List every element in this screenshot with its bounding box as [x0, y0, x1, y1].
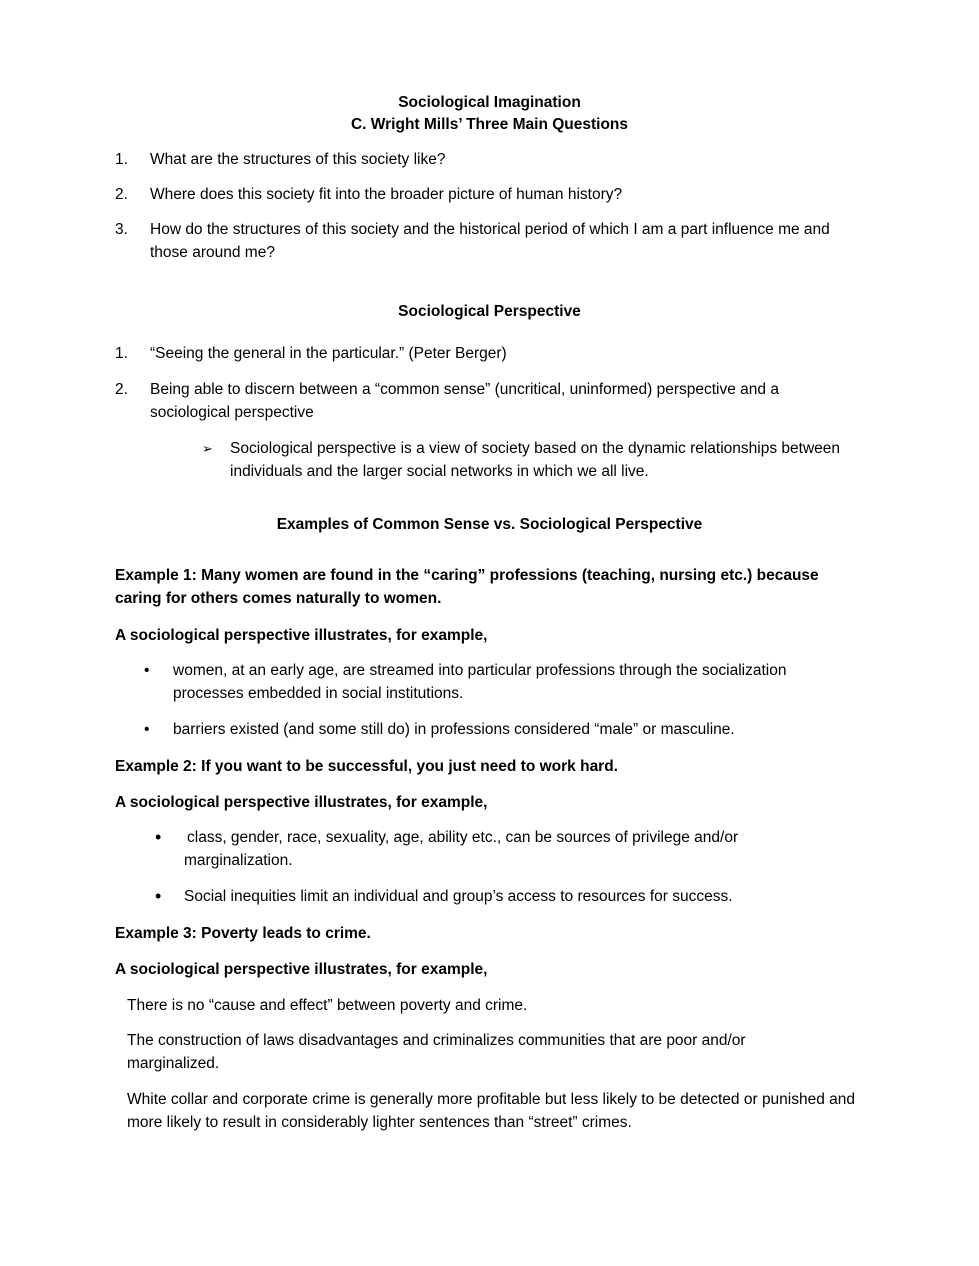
document-title: Sociological Imagination: [398, 94, 581, 111]
list-item: “Seeing the general in the particular.” (Peter Berger): [150, 345, 507, 362]
example3-paragraph: The construction of laws disadvantages and criminalizes communities that are poor and/or marginalized.: [127, 1032, 746, 1072]
example1-bullet: women, at an early age, are streamed into particular professions through the socialization processes embedded in social institutions.: [173, 662, 787, 702]
example2-bullet: Social inequities limit an individual and group’s access to resources for success.: [184, 888, 733, 905]
bullet-icon: •: [144, 721, 150, 738]
example3-lead: A sociological perspective illustrates, for example,: [115, 961, 488, 978]
list-number: 1.: [115, 345, 128, 362]
example2-lead: A sociological perspective illustrates, for example,: [115, 794, 488, 811]
section-heading: Sociological Perspective: [398, 303, 581, 320]
bullet-icon: •: [155, 827, 162, 847]
arrow-bullet-icon: ➢: [202, 441, 213, 456]
list-number: 2.: [115, 381, 128, 398]
examples-heading: Examples of Common Sense vs. Sociological Perspective: [276, 516, 703, 533]
bullet-icon: •: [155, 886, 162, 906]
list-number: 1.: [115, 151, 128, 168]
arrow-bullet-text: Sociological perspective is a view of society based on the dynamic relationships between individuals and the larger social networks in which we all live.: [230, 440, 841, 480]
example1-bullet: barriers existed (and some still do) in professions considered “male” or masculine.: [173, 721, 735, 738]
list-item: Being able to discern between a “common sense” (uncritical, uninformed) perspective and a sociological perspective: [150, 381, 779, 421]
list-item: Where does this society fit into the broader picture of human history?: [150, 186, 623, 203]
example2-bullet: class, gender, race, sexuality, age, ability etc., can be sources of privilege and/or marginalization.: [184, 829, 739, 869]
example3-paragraph: There is no “cause and effect” between poverty and crime.: [127, 997, 528, 1014]
bullet-icon: •: [144, 662, 150, 679]
document-subtitle: C. Wright Mills’ Three Main Questions: [350, 116, 629, 133]
list-number: 3.: [115, 221, 128, 238]
list-number: 2.: [115, 186, 128, 203]
list-item: What are the structures of this society like?: [150, 151, 446, 168]
example1-title: Example 1: Many women are found in the “caring” professions (teaching, nursing etc.) because caring for others comes naturally to women.: [115, 567, 819, 607]
example3-title: Example 3: Poverty leads to crime.: [115, 925, 371, 942]
example3-paragraph: White collar and corporate crime is generally more profitable but less likely to be detected or punished and more likely to result in considerably lighter sentences than “street” crimes.: [127, 1091, 856, 1131]
example1-lead: A sociological perspective illustrates, for example,: [115, 627, 488, 644]
list-item: How do the structures of this society and the historical period of which I am a part influence me and those around me?: [150, 221, 830, 261]
example2-title: Example 2: If you want to be successful, you just need to work hard.: [115, 758, 618, 775]
